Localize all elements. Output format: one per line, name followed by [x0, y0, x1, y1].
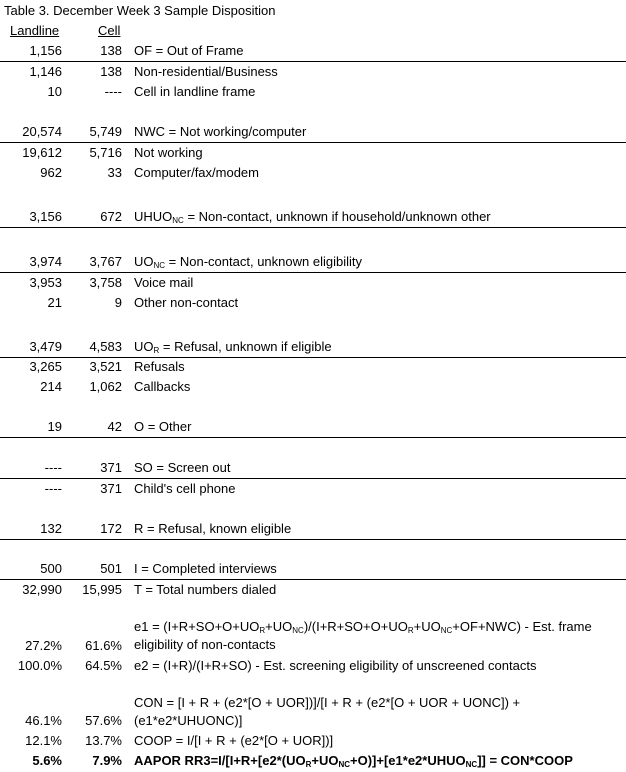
landline-value: 32,990 [22, 582, 62, 597]
row-uo-nc [0, 252, 626, 273]
row-label: Computer/fax/modem [134, 165, 259, 180]
cell-value: 5,716 [89, 145, 122, 160]
landline-value: 3,974 [29, 254, 62, 269]
row-refusal-known [0, 519, 626, 540]
landline-value: 3,479 [29, 339, 62, 354]
landline-value: 19,612 [22, 145, 62, 160]
cell-value: 138 [100, 64, 122, 79]
cell-value: ---- [104, 84, 122, 99]
cell-value: 15,995 [82, 582, 122, 597]
cell-value: 3,521 [89, 359, 122, 374]
landline-value: 10 [47, 84, 62, 99]
row-nwc [0, 122, 626, 143]
cell-value: 61.6% [85, 638, 122, 653]
cell-value: 64.5% [85, 658, 122, 673]
landline-value: 21 [47, 295, 62, 310]
landline-value: 1,156 [29, 43, 62, 58]
row-label: Cell in landline frame [134, 84, 256, 99]
rr3-row [0, 751, 626, 771]
row-uo-r [0, 337, 626, 358]
cell-value: 57.6% [85, 713, 122, 728]
landline-value: 3,156 [29, 209, 62, 224]
cell-value: 371 [100, 460, 122, 475]
landline-value: 500 [40, 561, 62, 576]
row-label: R = Refusal, known eligible [134, 521, 292, 536]
landline-value: 46.1% [25, 713, 62, 728]
landline-value: 132 [40, 521, 62, 536]
row-label: Voice mail [134, 275, 194, 290]
row-label: I = Completed interviews [134, 561, 277, 576]
landline-column-header: Landline [10, 23, 60, 38]
cell-value: 4,583 [89, 339, 122, 354]
landline-value: ---- [44, 460, 62, 475]
e2-formula: e2 = (I+R)/(I+R+SO) - Est. screening eligibility of unscreened contacts [134, 658, 537, 673]
row-other [0, 417, 626, 438]
cell-value: 7.9% [92, 753, 122, 768]
row-childs-cell [0, 479, 626, 499]
row-label: Callbacks [134, 379, 191, 394]
row-refusals [0, 357, 626, 377]
cell-value: 1,062 [89, 379, 122, 394]
row-screen-out [0, 458, 626, 479]
landline-value: 3,953 [29, 275, 62, 290]
row-label: OF = Out of Frame [134, 43, 244, 58]
e1-values [0, 636, 626, 656]
landline-value: 3,265 [29, 359, 62, 374]
cell-value: 371 [100, 481, 122, 496]
row-other-non-contact [0, 293, 626, 313]
row-label: Not working [134, 145, 203, 160]
row-uhuo-nc [0, 207, 626, 228]
row-label: $UHUO_{NC}$ = Non-contact, unknown if household/unknown other [134, 209, 491, 225]
landline-value: 1,146 [29, 64, 62, 79]
row-completed [0, 559, 626, 580]
landline-value: 12.1% [25, 733, 62, 748]
landline-value: 214 [40, 379, 62, 394]
cell-value: 501 [100, 561, 122, 576]
table-title: Table 3. December Week 3 Sample Disposition [4, 3, 276, 18]
landline-value: 5.6% [32, 753, 62, 768]
row-label: Child's cell phone [134, 481, 236, 496]
con-formula: CON = [I + R + (e2*[O + UOR])]/[I + R + (e2*[O + UOR + UONC]) + (e1*e2*UHUONC)] [134, 695, 521, 728]
row-label: NWC = Not working/computer [134, 124, 307, 139]
row-label: Non-residential/Business [134, 64, 278, 79]
row-label: Other non-contact [134, 295, 239, 310]
landline-value: 19 [47, 419, 62, 434]
cell-value: 9 [114, 295, 122, 310]
landline-value: 27.2% [25, 638, 62, 653]
cell-value: 5,749 [89, 124, 122, 139]
landline-value: 100.0% [17, 658, 62, 673]
landline-value: 20,574 [22, 124, 62, 139]
cell-value: 42 [107, 419, 122, 434]
rr3-formula: AAPOR $RR3=I/[I+R+[e2*(UO_R+UO_{NC}+O)]+[e1*e2*UHUO_{NC}]]$ = CON*COOP [134, 753, 573, 769]
row-voice-mail [0, 273, 626, 293]
cell-value: 3,767 [89, 254, 122, 269]
row-total [0, 580, 626, 600]
e1-formula: $e1 = (I+R+SO+O+UO_R+UO_{NC})/(I+R+SO+O+UO_R+UO_{NC}+OF+NWC)$ - Est. frame eligibility of non-contacts [134, 619, 592, 652]
row-callbacks [0, 377, 626, 397]
cell-value: 13.7% [85, 733, 122, 748]
row-label: T = Total numbers dialed [134, 582, 277, 597]
cell-value: 672 [100, 209, 122, 224]
row-out-of-frame [0, 41, 626, 62]
cell-value: 3,758 [89, 275, 122, 290]
row-label: SO = Screen out [134, 460, 231, 475]
row-label: O = Other [134, 419, 192, 434]
cell-column-header: Cell [98, 23, 121, 38]
landline-value: 962 [40, 165, 62, 180]
coop-row [0, 731, 626, 751]
row-computer-fax [0, 163, 626, 183]
coop-formula: COOP = I/[I + R + (e2*[O + UOR])] [134, 733, 334, 748]
con-values [0, 711, 626, 731]
row-not-working [0, 143, 626, 163]
landline-value: ---- [44, 481, 62, 496]
row-label: $UO_{NC}$ = Non-contact, unknown eligibility [134, 254, 362, 270]
e2-row [0, 656, 626, 676]
cell-value: 172 [100, 521, 122, 536]
row-non-residential [0, 62, 626, 82]
cell-value: 33 [107, 165, 122, 180]
row-cell-in-landline [0, 82, 626, 102]
row-label: Refusals [134, 359, 185, 374]
cell-value: 138 [100, 43, 122, 58]
row-label: $UO_R$ = Refusal, unknown if eligible [134, 339, 332, 355]
